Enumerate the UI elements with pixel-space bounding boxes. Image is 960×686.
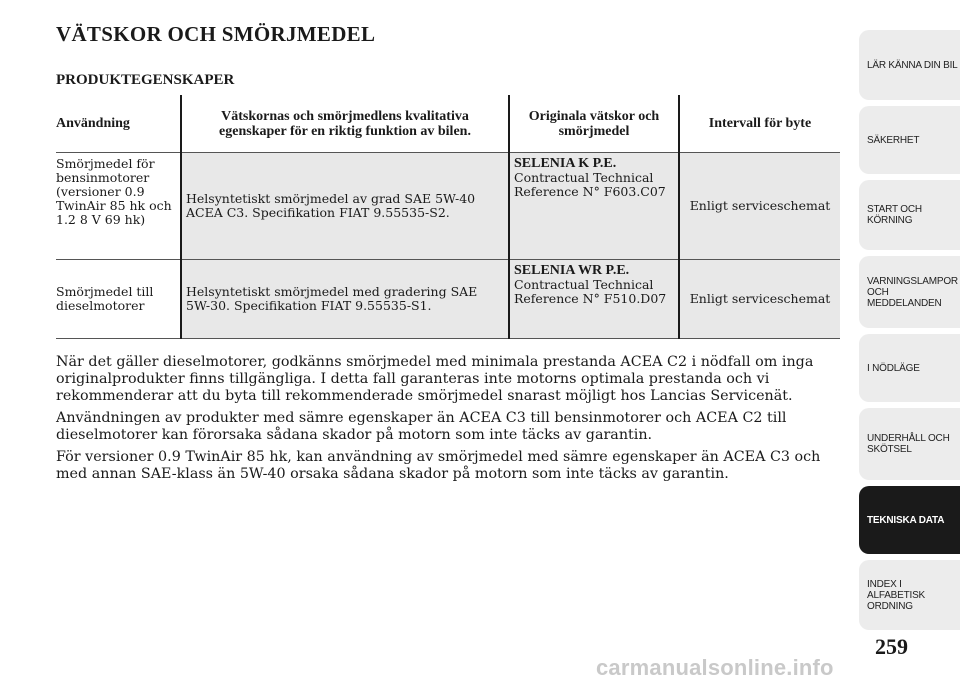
product-reference: Contractual Technical Reference N° F510.D07 (514, 277, 667, 306)
tab-underhall-och-skotsel[interactable] (859, 408, 960, 480)
page-number: 259 (875, 634, 908, 659)
product-table (56, 95, 840, 339)
cell-quality: Helsyntetiskt smörjmedel av grad SAE 5W-40 ACEA C3. Specifikation FIAT 9.55535-S2. (181, 153, 509, 260)
cell-product (509, 153, 679, 260)
tab-label: SÄKERHET (867, 134, 920, 146)
table-row (56, 153, 840, 260)
table-header-row (56, 95, 840, 153)
cell-interval: Enligt serviceschemat (679, 260, 840, 339)
cell-product (509, 260, 679, 339)
cell-quality: Helsyntetiskt smörjmedel med gradering SAE 5W-30. Specifikation FIAT 9.55535-S1. (181, 260, 509, 339)
header-original-products: Originala vätskor och smörjmedel (509, 95, 679, 153)
tab-label: VARNINGSLAMPOR OCH MEDDELANDEN (867, 275, 958, 309)
section-subtitle: PRODUKTEGENSKAPER (56, 72, 235, 88)
paragraph: Användningen av produkter med sämre egenskaper än ACEA C3 till bensinmotorer och ACEA C2 till dieselmotorer kan förorsaka sådana skador på motorn som inte täcks av garantin. (56, 410, 787, 443)
cell-usage: Smörjmedel till dieselmotorer (56, 260, 181, 339)
paragraph: När det gäller dieselmotorer, godkänns smörjmedel med minimala prestanda ACEA C2 i nödfall om inga originalprodukter finns tillgängliga. I detta fall garanteras inte motorns optimala prestanda och vi rekommenderar att du byta till rekommenderade smörjmedel snarast möjligt hos Lancias Servicenät. (56, 354, 814, 404)
paragraph: För versioner 0.9 TwinAir 85 hk, kan användning av smörjmedel med sämre egenskaper än ACEA C3 och med annan SAE-klass än 5W-40 orsaka sådana skador på motorn som inte täcks av garantin. (56, 449, 821, 482)
tab-label: I NÖDLÄGE (867, 362, 920, 374)
tab-varningslampor[interactable] (859, 256, 960, 328)
tab-label: TEKNISKA DATA (867, 514, 945, 526)
cell-interval: Enligt serviceschemat (679, 153, 840, 260)
tab-label: INDEX I ALFABETISK ORDNING (867, 578, 926, 612)
tab-start-och-korning[interactable] (859, 180, 960, 250)
tab-label: LÄR KÄNNA DIN BIL (867, 59, 958, 71)
tab-sakerhet[interactable] (859, 106, 960, 174)
cell-usage: Smörjmedel för bensinmotorer (versioner 0.9 TwinAir 85 hk och 1.2 8 V 69 hk) (56, 153, 181, 260)
page-title: VÄTSKOR OCH SMÖRJMEDEL (56, 22, 376, 46)
tab-label: UNDERHÅLL OCH SKÖTSEL (867, 433, 950, 455)
product-name: SELENIA WR P.E. (514, 263, 630, 278)
tab-label: START OCH KÖRNING (867, 204, 922, 226)
header-interval: Intervall för byte (679, 95, 840, 153)
header-quality: Vätskornas och smörjmedlens kvalitativa egenskaper för en riktig funktion av bilen. (181, 95, 509, 153)
tab-tekniska-data[interactable] (859, 486, 960, 554)
tab-index[interactable] (859, 560, 960, 630)
product-name: SELENIA K P.E. (514, 156, 617, 171)
tab-lar-kanna-din-bil[interactable] (859, 30, 960, 100)
body-text (56, 354, 846, 488)
product-reference: Contractual Technical Reference N° F603.C07 (514, 170, 666, 199)
tab-i-nodlage[interactable] (859, 334, 960, 402)
header-usage: Användning (56, 116, 130, 131)
watermark: carmanualsonline.info (596, 655, 834, 680)
table-row (56, 260, 840, 339)
